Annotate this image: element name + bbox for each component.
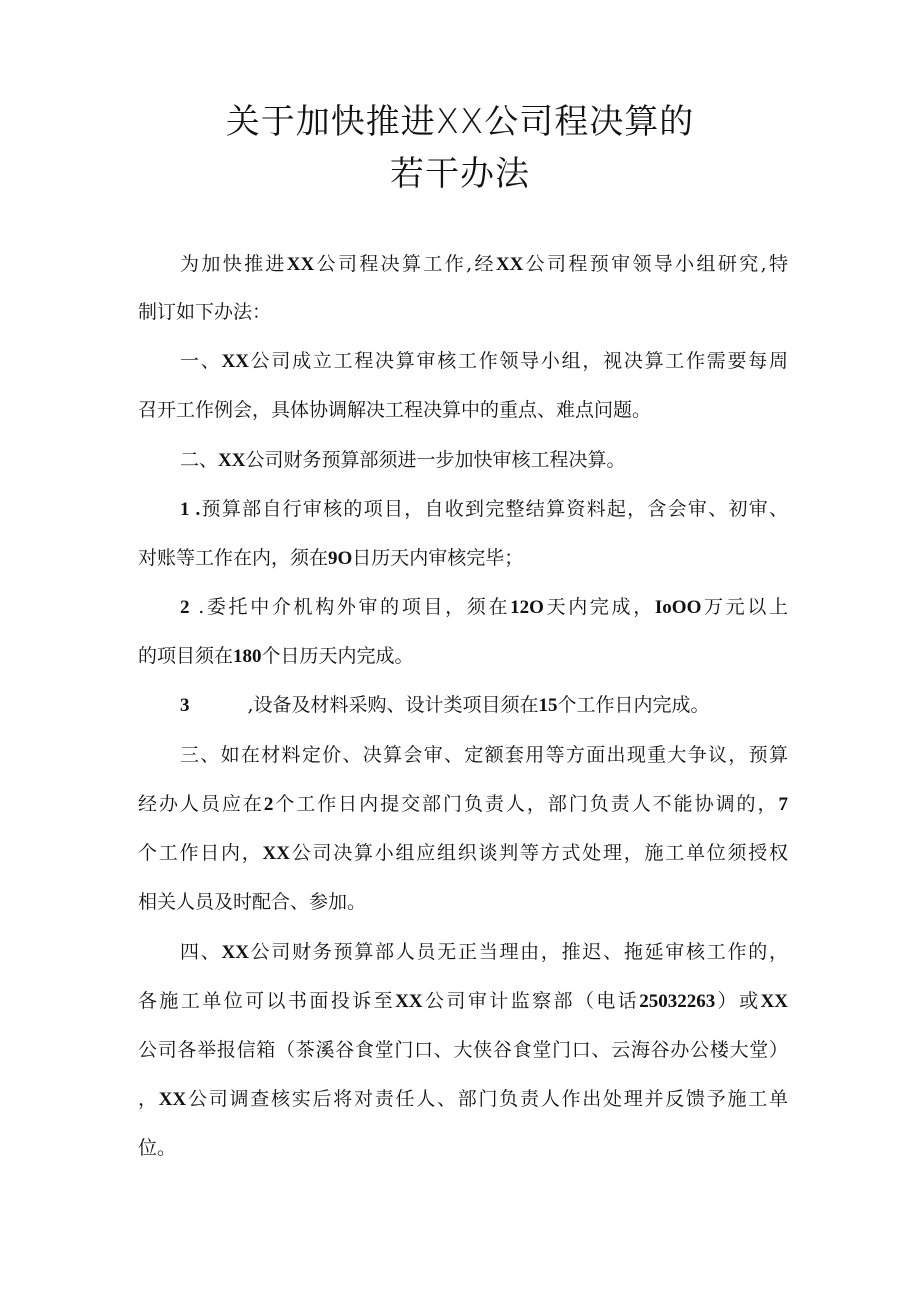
item-4-line-3: 公司各举报信箱（茶溪谷食堂门口、大侠谷食堂门口、云海谷办公楼大堂） — [138, 1039, 788, 1061]
item-text: 公司成立工程决算审核工作领导小组，视决算工作需要每周 — [248, 350, 788, 372]
item-1-line-1 — [180, 346, 788, 376]
company-code: XX — [760, 991, 788, 1012]
document-title-line-1: 关于加快推进XX公司程决算的 — [225, 102, 695, 142]
item-2-line-1 — [180, 445, 788, 475]
sub-item-text: 个日历天内完成。 — [261, 645, 414, 667]
sub-item-number: 3 — [180, 695, 190, 716]
sub-item-text: 预算部自行审核的项目，自收到完整结算资料起，含会审、初审、 — [200, 498, 788, 520]
item-3-line-1: 三、如在材料定价、决算会审、定额套用等方面出现重大争议，预算 — [180, 744, 788, 766]
item-prefix: 四、 — [180, 941, 222, 963]
sub-item-1-line-2 — [138, 543, 788, 573]
sub-item-number: 2 — [180, 597, 190, 618]
sub-item-dot: . — [189, 499, 201, 520]
day-count: 7 — [778, 794, 788, 815]
item-text: ， — [138, 1088, 159, 1110]
item-prefix: 一、 — [180, 350, 222, 372]
item-1-line-2: 召开工作例会，具体协调解决工程决算中的重点、难点问题。 — [138, 399, 652, 421]
company-code: XX — [218, 450, 246, 471]
day-count: 180 — [233, 646, 262, 667]
day-count: 2 — [263, 794, 274, 815]
item-text: 经办人员应在 — [138, 793, 264, 815]
item-text: 公司审计监察部（电话 — [422, 990, 640, 1012]
sub-item-3-line-1 — [180, 690, 788, 720]
day-count: 15 — [538, 695, 558, 716]
item-text: 个工作日内提交部门负责人，部门负责人不能协调的， — [273, 793, 779, 815]
item-4-line-5: 位。 — [138, 1137, 177, 1159]
company-code: XX — [221, 351, 249, 372]
item-4-line-2 — [138, 986, 788, 1016]
intro-line-2: 制订如下办法： — [138, 301, 272, 323]
intro-text: 公司程决算工作,经 — [314, 253, 496, 275]
company-code: XX — [158, 1089, 187, 1110]
phone-number: 25032263 — [639, 991, 716, 1012]
intro-line-1 — [180, 249, 788, 279]
company-code: XX — [495, 254, 524, 275]
amount-value: IoOO — [654, 597, 702, 618]
sub-item-text: 天内完成， — [543, 596, 655, 618]
item-text: 公司财务预算部人员无正当理由，推迟、拖延审核工作的， — [248, 941, 788, 963]
sub-item-number: 1 — [180, 499, 190, 520]
sub-item-text: 个工作日内完成。 — [557, 694, 710, 716]
sub-item-text: ,设备及材料采购、设计类项目须在 — [247, 694, 539, 716]
item-3-line-3 — [138, 838, 788, 868]
item-4-line-1 — [180, 937, 788, 967]
sub-item-text: 万元以上 — [701, 596, 788, 618]
item-3-line-4: 相关人员及时配合、参加。 — [138, 891, 367, 913]
item-text: 各施工单位可以书面投诉至 — [138, 990, 396, 1012]
day-count: 9O — [328, 548, 353, 569]
day-count: 12O — [510, 597, 544, 618]
item-text: 个工作日内， — [138, 842, 263, 864]
sub-item-1-line-1 — [180, 494, 788, 524]
sub-item-text: 的项目须在 — [138, 645, 234, 667]
item-4-line-4 — [138, 1084, 788, 1114]
sub-item-text: 日历天内审核完毕； — [352, 547, 524, 569]
item-prefix: 二、 — [180, 449, 219, 471]
intro-text: 为加快推进 — [180, 253, 287, 275]
sub-item-2-line-2 — [138, 641, 788, 671]
item-text: 公司财务预算部须进一步加快审核工程决算。 — [245, 449, 626, 471]
document-title-line-2: 若干办法 — [390, 154, 530, 194]
item-3-line-2 — [138, 789, 788, 819]
intro-text: 公司程预审领导小组研究,特 — [523, 253, 788, 275]
item-text: 公司调查核实后将对责任人、部门负责人作出处理并反馈予施工单 — [186, 1088, 788, 1110]
item-text: ）或 — [715, 990, 761, 1012]
item-text: 公司决算小组应组织谈判等方式处理，施工单位须授权 — [289, 842, 788, 864]
sub-item-2-line-1 — [180, 592, 788, 622]
sub-item-text: 对账等工作在内，须在 — [138, 547, 329, 569]
company-code: XX — [262, 843, 290, 864]
company-code: XX — [221, 942, 249, 963]
company-code: XX — [286, 254, 315, 275]
sub-item-text: .委托中介机构外审的项目，须在 — [189, 596, 511, 618]
company-code: XX — [395, 991, 423, 1012]
